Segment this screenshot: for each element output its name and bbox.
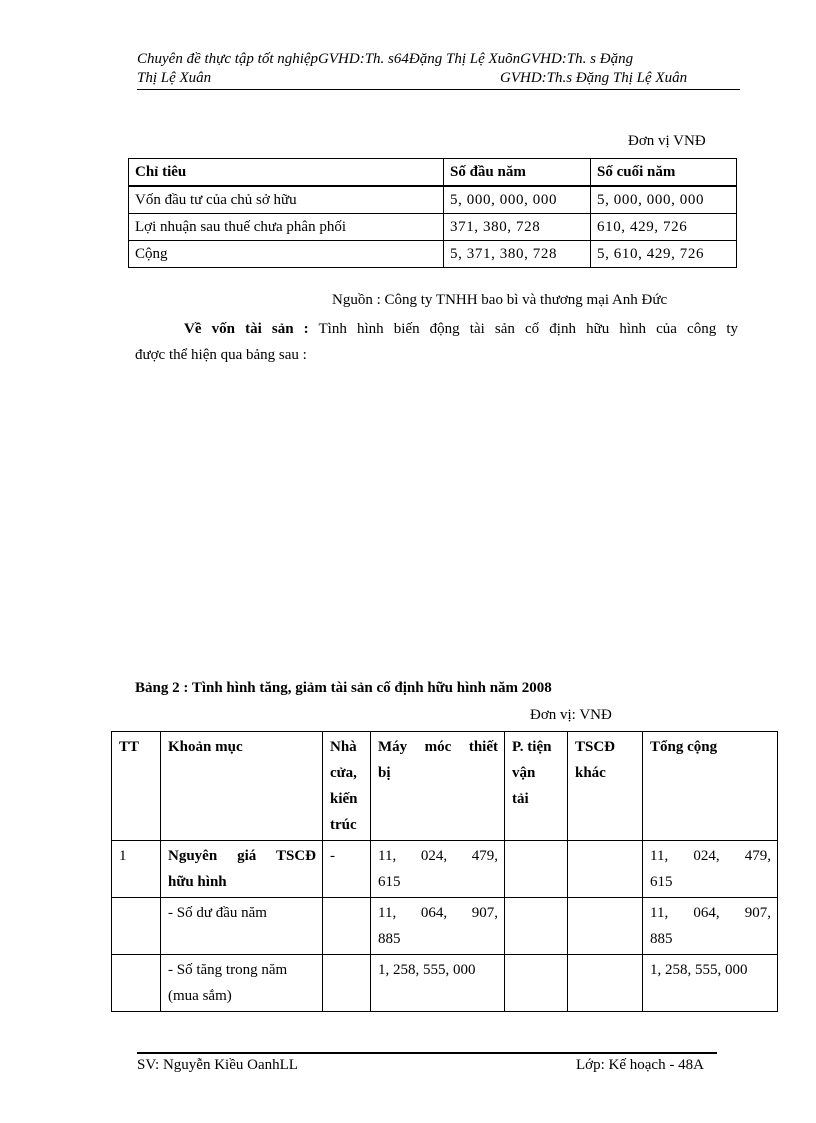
cell-khoan-muc — [161, 898, 323, 955]
header-tscd-khac-line: TSCĐ — [575, 739, 616, 755]
table1-source: Nguồn : Công ty TNHH bao bì và thương mại Anh Đức — [332, 292, 668, 308]
cell-nha-cua — [323, 955, 371, 1012]
cell-value: 5, 000, 000, 000 — [591, 186, 737, 214]
table-row — [112, 955, 778, 1012]
header-tscd-khac-line: khác — [575, 765, 606, 781]
cell-tong-cong — [643, 955, 778, 1012]
header-khoan-muc: Khoản mục — [161, 732, 323, 841]
cell-tscd-khac — [568, 955, 643, 1012]
cell-khoan-muc-line: - Số tăng trong năm — [168, 962, 288, 978]
page-header-line2-left: Thị Lệ Xuân — [137, 70, 212, 86]
cell-tscd-khac — [568, 841, 643, 898]
paragraph-line1-text: Tình hình biến động tài sản cố định hữu hình của công ty — [308, 321, 739, 337]
cell-khoan-muc — [161, 841, 323, 898]
cell-tong-cong — [643, 898, 778, 955]
table-header-row — [112, 732, 778, 841]
cell-phuong-tien — [505, 841, 568, 898]
cell-may-moc-line: 11, 024, 479, — [378, 848, 498, 864]
table1-unit: Đơn vị VNĐ — [628, 133, 706, 149]
fixed-assets-table — [111, 731, 778, 1012]
cell-tong-cong — [643, 841, 778, 898]
cell-phuong-tien — [505, 955, 568, 1012]
footer-class: Lớp: Kế hoạch - 48A — [576, 1057, 704, 1073]
table-row — [129, 186, 737, 214]
cell-value: 371, 380, 728 — [444, 214, 591, 241]
cell-tt: 1 — [112, 841, 161, 898]
header-phuong-tien-line: vận — [512, 765, 536, 781]
paragraph-bold-lead: Về vốn tài sản : — [184, 321, 309, 337]
table-row — [112, 898, 778, 955]
cell-may-moc — [371, 841, 505, 898]
cell-khoan-muc-line: (mua sắm) — [168, 988, 232, 1004]
header-rule — [137, 89, 740, 90]
cell-value: 5, 371, 380, 728 — [444, 241, 591, 268]
header-nha-cua — [323, 732, 371, 841]
cell-khoan-muc-line: - Số dư đầu năm — [168, 905, 267, 921]
cell-may-moc-line: 1, 258, 555, 000 — [378, 962, 476, 978]
cell-label: Vốn đầu tư của chủ sở hữu — [129, 186, 444, 214]
cell-tong-cong-line: 615 — [650, 874, 673, 890]
header-nha-cua-line: kiến — [330, 791, 358, 807]
cell-tscd-khac — [568, 898, 643, 955]
header-phuong-tien — [505, 732, 568, 841]
table-row — [112, 841, 778, 898]
cell-tt — [112, 955, 161, 1012]
cell-may-moc-line: 885 — [378, 931, 401, 947]
cell-tong-cong-line: 11, 024, 479, — [650, 848, 771, 864]
header-may-moc — [371, 732, 505, 841]
header-tt: TT — [112, 732, 161, 841]
table2-unit: Đơn vị: VNĐ — [530, 707, 612, 723]
page-header-line2-right: GVHD:Th.s Đặng Thị Lệ Xuân — [500, 70, 688, 86]
page-header-line1: Chuyên đề thực tập tốt nghiệpGVHD:Th. s64Đặng Thị Lệ XuõnGVHD:Th. s Đặng — [137, 51, 634, 67]
header-phuong-tien-line: P. tiện — [512, 739, 552, 755]
cell-may-moc — [371, 955, 505, 1012]
cell-nha-cua — [323, 898, 371, 955]
table-row — [129, 214, 737, 241]
header-so-cuoi-nam: Số cuối năm — [591, 159, 737, 187]
cell-tong-cong-line: 1, 258, 555, 000 — [650, 962, 748, 978]
cell-khoan-muc — [161, 955, 323, 1012]
cell-label: Cộng — [129, 241, 444, 268]
cell-may-moc-line: 615 — [378, 874, 401, 890]
cell-tt — [112, 898, 161, 955]
paragraph-line2: được thể hiện qua bảng sau : — [135, 347, 307, 363]
cell-khoan-muc-line: Nguyên giá TSCĐ — [168, 848, 316, 864]
cell-khoan-muc-line: hữu hình — [168, 874, 227, 890]
cell-nha-cua: - — [323, 841, 371, 898]
footer-rule — [137, 1052, 717, 1054]
paragraph-line1 — [135, 316, 738, 342]
footer-student: SV: Nguyễn Kiều OanhLL — [137, 1057, 298, 1073]
cell-value: 5, 000, 000, 000 — [444, 186, 591, 214]
table-row — [129, 241, 737, 268]
header-phuong-tien-line: tải — [512, 791, 529, 807]
header-nha-cua-line: cửa, — [330, 765, 357, 781]
header-so-dau-nam: Số đầu năm — [444, 159, 591, 187]
header-nha-cua-line: Nhà — [330, 739, 357, 755]
header-tong-cong: Tổng cộng — [643, 732, 778, 841]
cell-phuong-tien — [505, 898, 568, 955]
header-may-moc-line: Máy móc thiết — [378, 739, 498, 755]
header-nha-cua-line: trúc — [330, 817, 357, 833]
cell-value: 5, 610, 429, 726 — [591, 241, 737, 268]
table-header-row — [129, 159, 737, 187]
cell-may-moc — [371, 898, 505, 955]
header-chi-tieu: Chỉ tiêu — [129, 159, 444, 187]
cell-value: 610, 429, 726 — [591, 214, 737, 241]
cell-tong-cong-line: 885 — [650, 931, 673, 947]
header-may-moc-line: bị — [378, 765, 391, 781]
table2-title: Bảng 2 : Tình hình tăng, giảm tài sản cố định hữu hình năm 2008 — [135, 680, 552, 696]
cell-may-moc-line: 11, 064, 907, — [378, 905, 498, 921]
cell-tong-cong-line: 11, 064, 907, — [650, 905, 771, 921]
cell-label: Lợi nhuận sau thuế chưa phân phối — [129, 214, 444, 241]
header-tscd-khac — [568, 732, 643, 841]
equity-table — [128, 158, 737, 268]
